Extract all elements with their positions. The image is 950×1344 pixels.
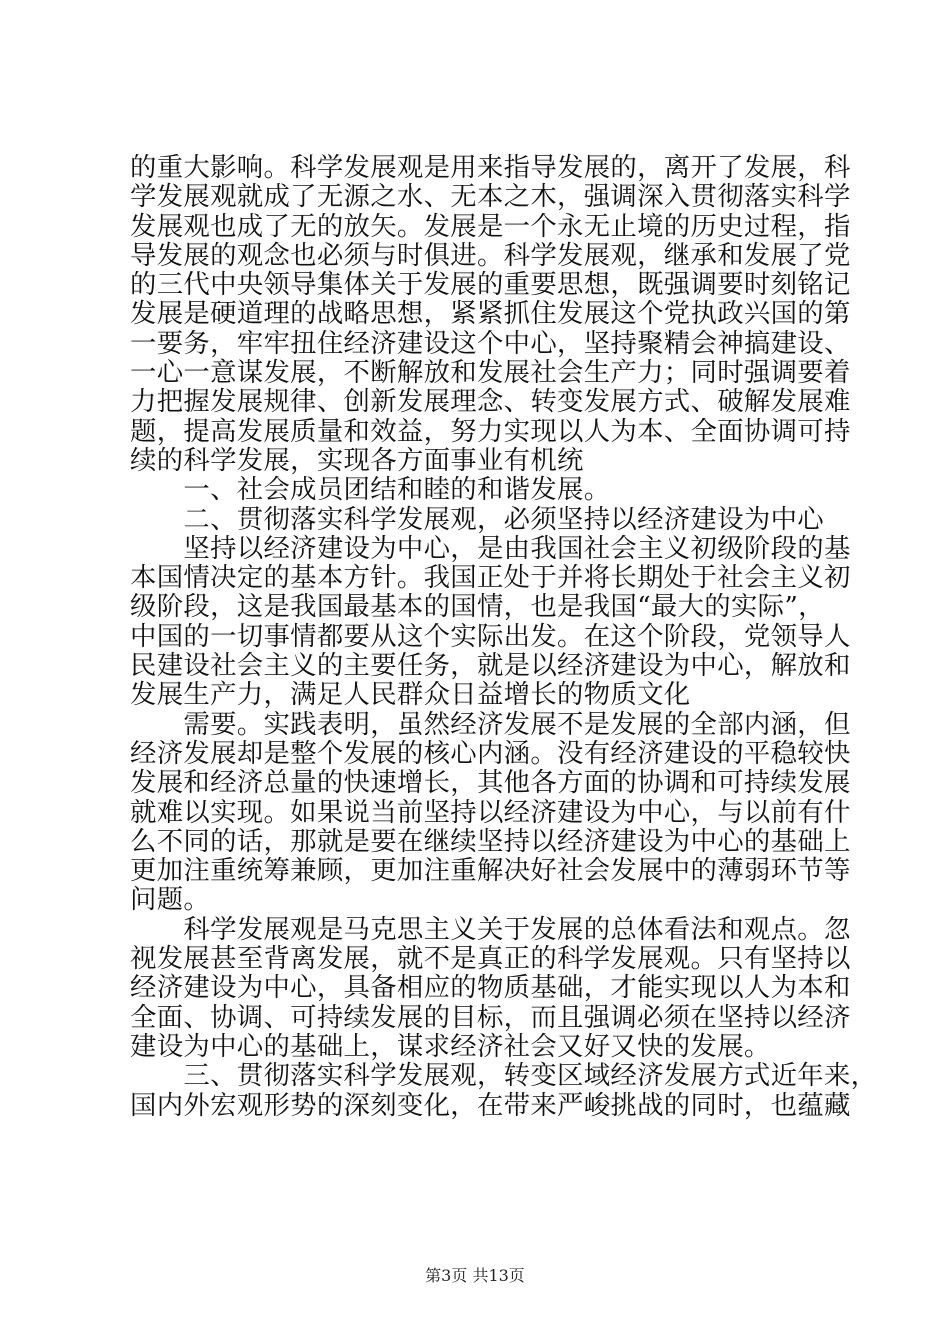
text-line: 全面、协调、可持续发展的目标，而且强调必须在坚持以经济 bbox=[130, 1001, 851, 1033]
text-line: 的重大影响。科学发展观是用来指导发展的，离开了发展，科 bbox=[130, 152, 851, 183]
text-line: 坚持以经济建设为中心，是由我国社会主义初级阶段的基 bbox=[130, 532, 851, 564]
text-line: 发展观也成了无的放矢。发展是一个永无止境的历史过程，指 bbox=[130, 210, 851, 242]
text-line: 续的科学发展，实现各方面事业有机统 bbox=[130, 444, 584, 476]
text-line: 科学发展观是马克思主义关于发展的总体看法和观点。忽 bbox=[130, 913, 851, 945]
text-line: 发展生产力，满足人民群众日益增长的物质文化 bbox=[130, 679, 691, 711]
text-line: 国内外宏观形势的深刻变化，在带来严峻挑战的同时，也蕴藏 bbox=[130, 1089, 851, 1121]
text-line: 中国的一切事情都要从这个实际出发。在这个阶段，党领导人 bbox=[130, 620, 851, 652]
text-line: 需要。实践表明，虽然经济发展不是发展的全部内涵，但 bbox=[130, 708, 851, 740]
text-line: 视发展甚至背离发展，就不是真正的科学发展观。只有坚持以 bbox=[130, 943, 851, 975]
section-heading: 二、贯彻落实科学发展观，必须坚持以经济建设为中心 bbox=[130, 503, 824, 535]
page-footer: 第3页 共13页 bbox=[425, 1266, 525, 1285]
text-line: 一心一意谋发展，不断解放和发展社会生产力；同时强调要着 bbox=[130, 357, 851, 389]
text-line: 本国情决定的基本方针。我国正处于并将长期处于社会主义初 bbox=[130, 562, 851, 594]
text-line: 题，提高发展质量和效益，努力实现以人为本、全面协调可持 bbox=[130, 415, 851, 447]
text-line: 经济建设为中心，具备相应的物质基础，才能实现以人为本和 bbox=[130, 972, 851, 1004]
text-line: 一要务，牢牢扭住经济建设这个中心，坚持聚精会神搞建设、 bbox=[130, 327, 851, 359]
text-line: 级阶段，这是我国最基本的国情，也是我国“最大的实际”， bbox=[130, 591, 825, 623]
text-line: 更加注重统筹兼顾，更加注重解决好社会发展中的薄弱环节等 bbox=[130, 855, 851, 887]
text-line: 学发展观就成了无源之水、无本之木，强调深入贯彻落实科学 bbox=[130, 181, 851, 213]
text-line: 的三代中央领导集体关于发展的重要思想，既强调要时刻铭记 bbox=[130, 269, 851, 301]
text-line: 就难以实现。如果说当前坚持以经济建设为中心，与以前有什 bbox=[130, 796, 851, 828]
section-heading: 一、社会成员团结和睦的和谐发展。 bbox=[130, 474, 611, 506]
text-line: 问题。 bbox=[130, 884, 211, 916]
section-heading: 三、贯彻落实科学发展观，转变区域经济发展方式近年来， bbox=[130, 1060, 878, 1092]
text-line: 发展和经济总量的快速增长，其他各方面的协调和可持续发展 bbox=[130, 767, 851, 799]
text-line: 么不同的话，那就是要在继续坚持以经济建设为中心的基础上 bbox=[130, 825, 851, 857]
text-line: 发展是硬道理的战略思想，紧紧抓住发展这个党执政兴国的第 bbox=[130, 298, 851, 330]
body-text bbox=[130, 152, 878, 1121]
text-line: 民建设社会主义的主要任务，就是以经济建设为中心，解放和 bbox=[130, 650, 851, 682]
text-line: 建设为中心的基础上，谋求经济社会又好又快的发展。 bbox=[130, 1030, 771, 1062]
text-line: 经济发展却是整个发展的核心内涵。没有经济建设的平稳较快 bbox=[130, 737, 851, 769]
text-line: 导发展的观念也必须与时俱进。科学发展观，继承和发展了党 bbox=[130, 239, 851, 271]
text-line: 力把握发展规律、创新发展理念、转变发展方式、破解发展难 bbox=[130, 386, 851, 418]
